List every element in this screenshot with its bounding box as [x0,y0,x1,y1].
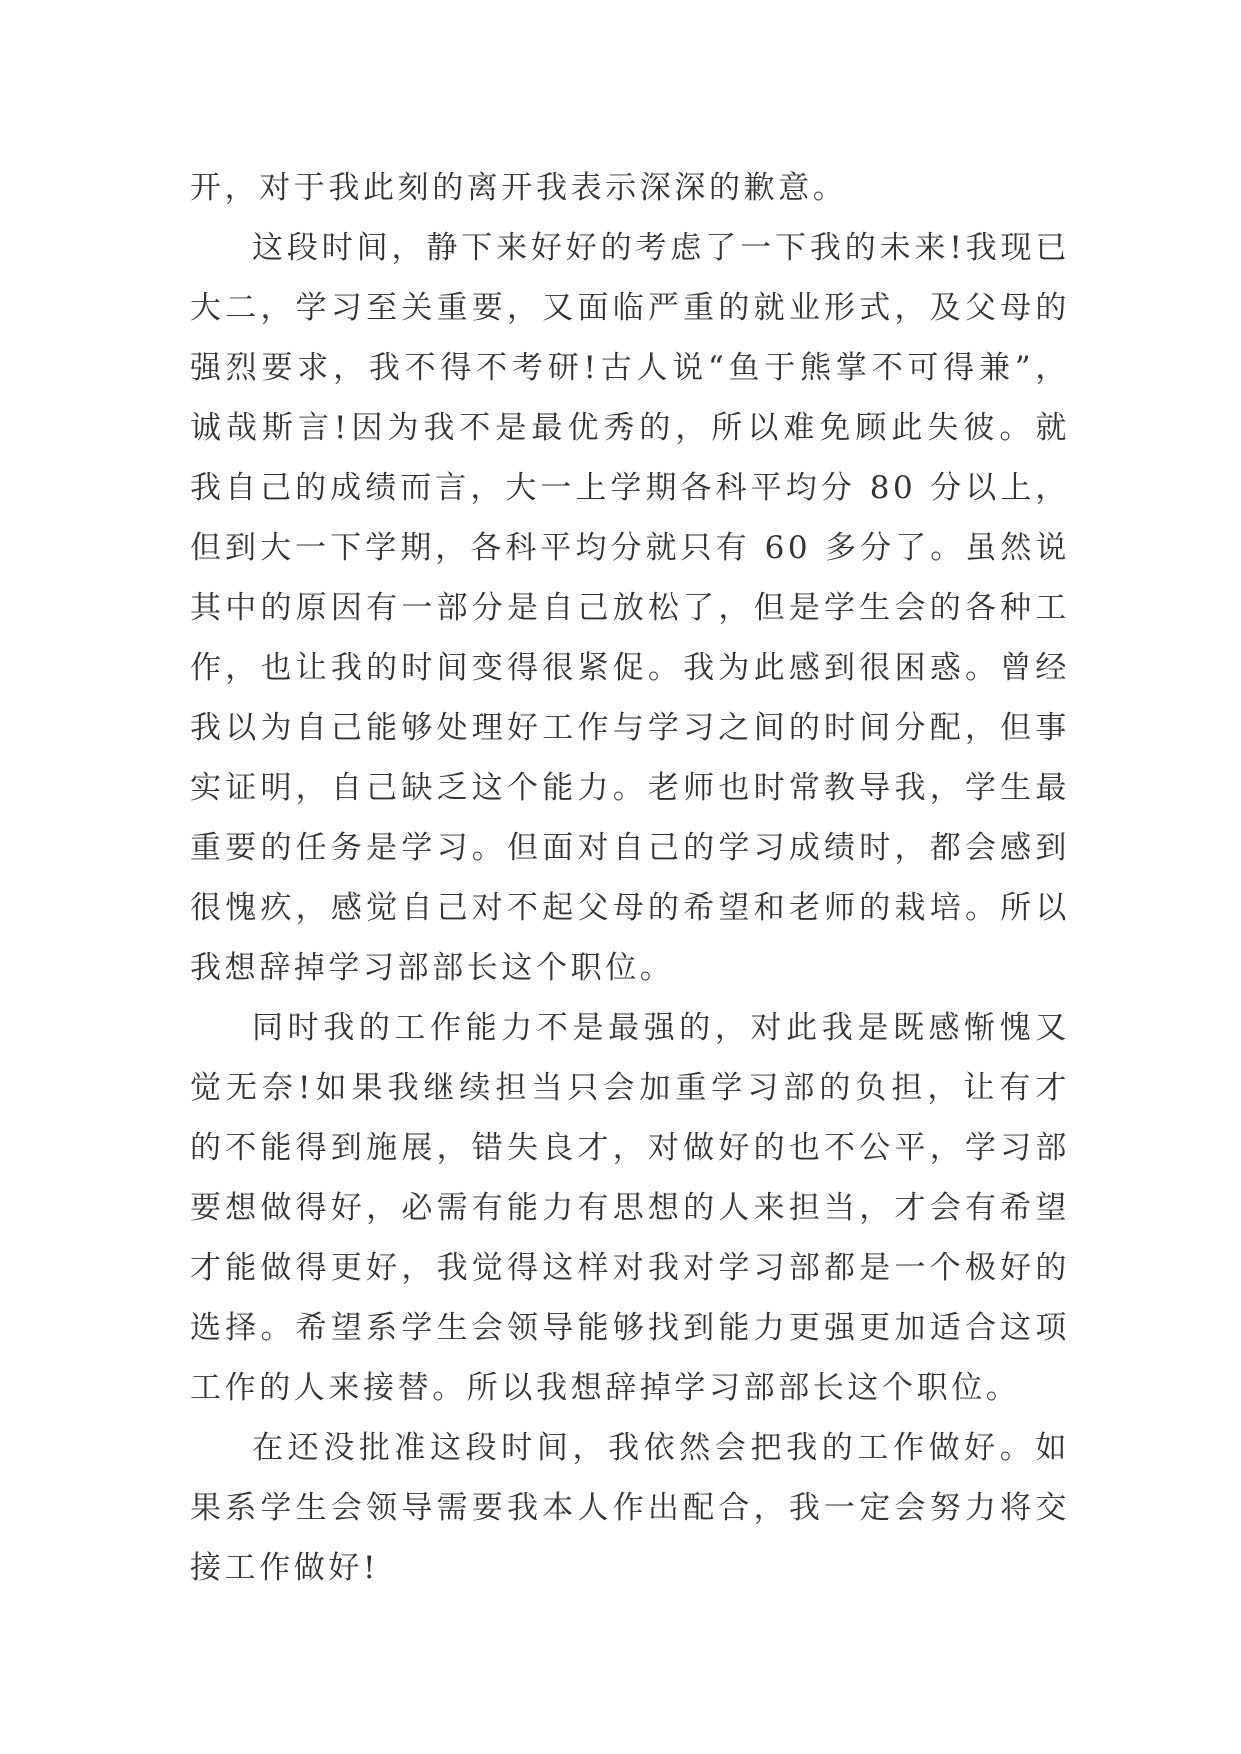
paragraph-continuation: 开，对于我此刻的离开我表示深深的歉意。 [190,170,848,206]
paragraph-reason-study: 这段时间，静下来好好的考虑了一下我的未来!我现已大二，学习至关重要，又面临严重的就业形式，及父母的强烈要求，我不得不考研!古人说“鱼于熊掌不可得兼”，诚哉斯言!因为我不是最优秀的，所以难免顾此失彼。就我自己的成绩而言，大一上学期各科平均分 80 分以上，但到大一下学期，各科平均分就只有 60 多分了。虽然说其中的原因有一部分是自己放松了，但是学生会的各种工作，也让我的时间变得很紧促。我为此感到很困惑。曾经我以为自己能够处理好工作与学习之间的时间分配，但事实证明，自己缺乏这个能力。老师也时常教导我，学生最重要的任务是学习。但面对自己的学习成绩时，都会感到很愧疚，感觉自己对不起父母的希望和老师的栽培。所以我想辞掉学习部部长这个职位。 [190,230,1070,986]
paragraph-reason-ability: 同时我的工作能力不是最强的，对此我是既感惭愧又觉无奈!如果我继续担当只会加重学习部的负担，让有才的不能得到施展，错失良才，对做好的也不公平，学习部要想做得好，必需有能力有思想的人来担当，才会有希望才能做得更好，我觉得这样对我对学习部都是一个极好的选择。希望系学生会领导能够找到能力更强更加适合这项工作的人来接替。所以我想辞掉学习部部长这个职位。 [190,1010,1070,1406]
letter-body [190,158,1070,1598]
paragraph-handover: 在还没批准这段时间，我依然会把我的工作做好。如果系学生会领导需要我本人作出配合，我一定会努力将交接工作做好! [190,1430,1070,1586]
